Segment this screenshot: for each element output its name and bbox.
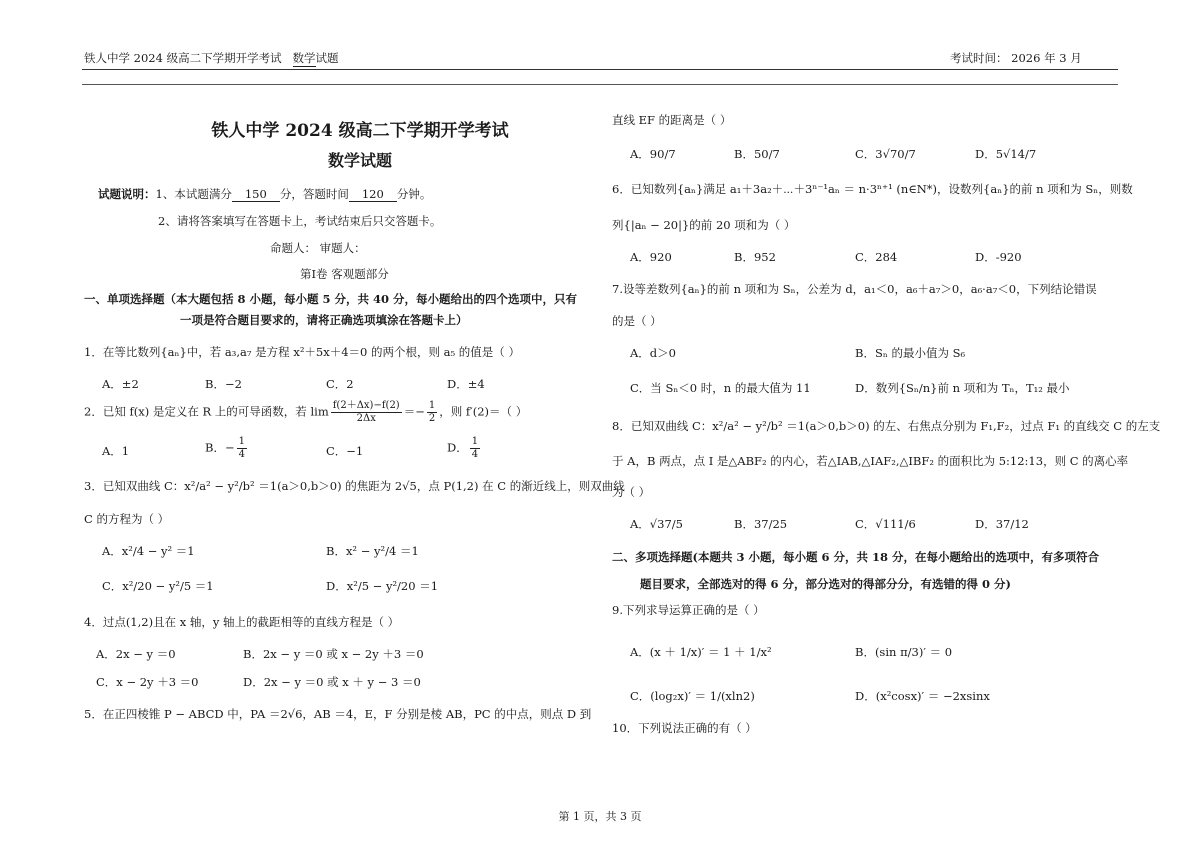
q2-option-a: A．1 <box>102 444 130 458</box>
q9-option-b: B．(sin π/3)′ ＝ 0 <box>855 645 953 659</box>
question-4: 4．过点(1,2)且在 x 轴，y 轴上的截距相等的直线方程是（ ） <box>84 615 400 629</box>
page-footer: 第 1 页，共 3 页 <box>558 810 642 823</box>
section2-heading: 二、多项选择题(本题共 3 小题，每小题 6 分，共 18 分，在每小题给出的选项中，有多项符合 <box>612 550 1099 564</box>
q7-option-c: C．当 Sₙ＜0 时，n 的最大值为 11 <box>630 381 811 395</box>
q4-option-c: C．x − 2y ＋3 ＝0 <box>96 675 199 689</box>
question-6-line-2: 列{|aₙ − 20|}的前 20 项和为（ ） <box>612 218 796 232</box>
q5-option-a: A．90/7 <box>630 147 676 161</box>
section1-heading-2: 一项是符合题目要求的，请将正确选项填涂在答题卡上） <box>180 313 468 327</box>
question-3-line-2: C 的方程为（ ） <box>84 512 170 526</box>
instructions-line-2: 2、请将答案填写在答题卡上，考试结束后只交答题卡。 <box>158 214 442 228</box>
question-8-line-3: 为（ ） <box>612 485 651 499</box>
q8-option-a: A．√37/5 <box>630 517 683 531</box>
q1-option-a: A．±2 <box>102 377 139 391</box>
q3-option-c: C．x²/20 − y²/5 ＝1 <box>102 579 214 593</box>
header-rule <box>82 69 1118 70</box>
q6-option-b: B．952 <box>734 250 776 264</box>
q8-option-b: B．37/25 <box>734 517 788 531</box>
q1-option-d: D．±4 <box>447 377 485 391</box>
question-1: 1．在等比数列{aₙ}中，若 a₃,a₇ 是方程 x²＋5x＋4＝0 的两个根，则 a₅ 的值是（ ） <box>84 345 520 359</box>
q2-option-b: B．− $\frac{1}{4}$ <box>205 436 245 460</box>
authors-line: 命题人： 审题人： <box>270 241 366 255</box>
q5-option-b: B．50/7 <box>734 147 780 161</box>
q2-option-d: D． $\frac{1}{4}$ <box>447 436 479 460</box>
q3-option-b: B．x² − y²/4 ＝1 <box>326 544 419 558</box>
q4-option-a: A．2x − y ＝0 <box>96 647 176 661</box>
q3-option-a: A．x²/4 − y² ＝1 <box>102 544 195 558</box>
q9-option-c: C．(log₂x)′ ＝ 1/(xln2) <box>630 689 755 703</box>
header-subject: 数学 <box>292 51 316 65</box>
section-title: 第Ⅰ卷 客观题部分 <box>300 267 389 281</box>
q5-option-c: C．3√70/7 <box>855 147 916 161</box>
time-value: 120 <box>349 187 397 202</box>
q6-option-a: A．920 <box>630 250 672 264</box>
q1-option-b: B．−2 <box>205 377 242 391</box>
q4-option-b: B．2x − y ＝0 或 x − 2y ＋3 ＝0 <box>243 647 424 661</box>
question-9: 9.下列求导运算正确的是（ ） <box>612 603 765 617</box>
score-value: 150 <box>232 187 280 202</box>
question-5: 5．在正四棱锥 P − ABCD 中，PA ＝2√6，AB ＝4，E，F 分别是棱 AB，PC 的中点，则点 D 到 <box>84 707 592 721</box>
question-7-line-2: 的是（ ） <box>612 314 662 328</box>
q7-option-d: D．数列{Sₙ/n}前 n 项和为 Tₙ，T₁₂ 最小 <box>855 381 1070 395</box>
question-5-line-2: 直线 EF 的距离是（ ） <box>612 113 732 127</box>
header-title: 铁人中学 2024 级高二下学期开学考试 数学试题 <box>84 51 339 65</box>
q5-option-d: D．5√14/7 <box>975 147 1037 161</box>
exam-subtitle: 数学试题 <box>327 151 392 170</box>
question-8: 8．已知双曲线 C：x²/a² − y²/b² ＝1(a＞0,b＞0) 的左、右焦点分别为 F₁,F₂，过点 F₁ 的直线交 C 的左支 <box>612 419 1161 433</box>
q1-option-c: C．2 <box>326 377 354 391</box>
question-3: 3．已知双曲线 C：x²/a² − y²/b² ＝1(a＞0,b＞0) 的焦距为 2√5，点 P(1,2) 在 C 的渐近线上，则双曲线 <box>84 479 625 493</box>
question-8-line-2: 于 A，B 两点，点 I 是△ABF₂ 的内心，若△IAB,△IAF₂,△IBF₂ 的面积比为 5:12:13，则 C 的离心率 <box>612 454 1129 468</box>
question-2: 2．已知 f(x) 是定义在 R 上的可导函数，若 lim $\frac{f(2+\Delta x)-f(2)}{2\Delta x}$ ＝− $\frac{1}{2}$ ，则 f′(2)＝（ ） <box>84 400 528 424</box>
header-exam-time: 考试时间： 2026 年 3 月 <box>950 51 1082 65</box>
section2-heading-2: 题目要求，全部选对的得 6 分，部分选对的得部分分，有选错的得 0 分) <box>640 577 1011 591</box>
question-6: 6．已知数列{aₙ}满足 a₁＋3a₂＋⋯＋3ⁿ⁻¹aₙ ＝ n·3ⁿ⁺¹ (n∈N*)，设数列{aₙ}的前 n 项和为 Sₙ，则数 <box>612 182 1133 196</box>
q9-option-a: A．(x ＋ 1/x)′ ＝ 1 ＋ 1/x² <box>630 645 772 659</box>
q8-option-c: C．√111/6 <box>855 517 916 531</box>
header-rule-2 <box>82 84 1118 85</box>
q6-option-d: D．-920 <box>975 250 1022 264</box>
question-7: 7.设等差数列{aₙ}的前 n 项和为 Sₙ，公差为 d，a₁＜0，a₆＋a₇＞0，a₆·a₇＜0，下列结论错误 <box>612 282 1097 296</box>
section1-heading: 一、单项选择题（本大题包括 8 小题，每小题 5 分，共 40 分，每小题给出的四个选项中，只有 <box>84 292 578 306</box>
q2-option-c: C．−1 <box>326 444 364 458</box>
q7-option-b: B．Sₙ 的最小值为 S₆ <box>855 346 966 360</box>
q3-option-d: D．x²/5 − y²/20 ＝1 <box>326 579 439 593</box>
q6-option-c: C．284 <box>855 250 898 264</box>
q7-option-a: A．d＞0 <box>630 346 676 360</box>
exam-title: 铁人中学 2024 级高二下学期开学考试 <box>211 121 509 141</box>
q9-option-d: D．(x²cosx)′ ＝ −2xsinx <box>855 689 990 703</box>
instructions-line-1: 试题说明：1、本试题满分 150 分，答题时间 120 分钟。 <box>98 187 432 201</box>
question-10: 10．下列说法正确的有（ ） <box>612 721 757 735</box>
q8-option-d: D．37/12 <box>975 517 1029 531</box>
q4-option-d: D．2x − y ＝0 或 x ＋ y − 3 ＝0 <box>243 675 421 689</box>
